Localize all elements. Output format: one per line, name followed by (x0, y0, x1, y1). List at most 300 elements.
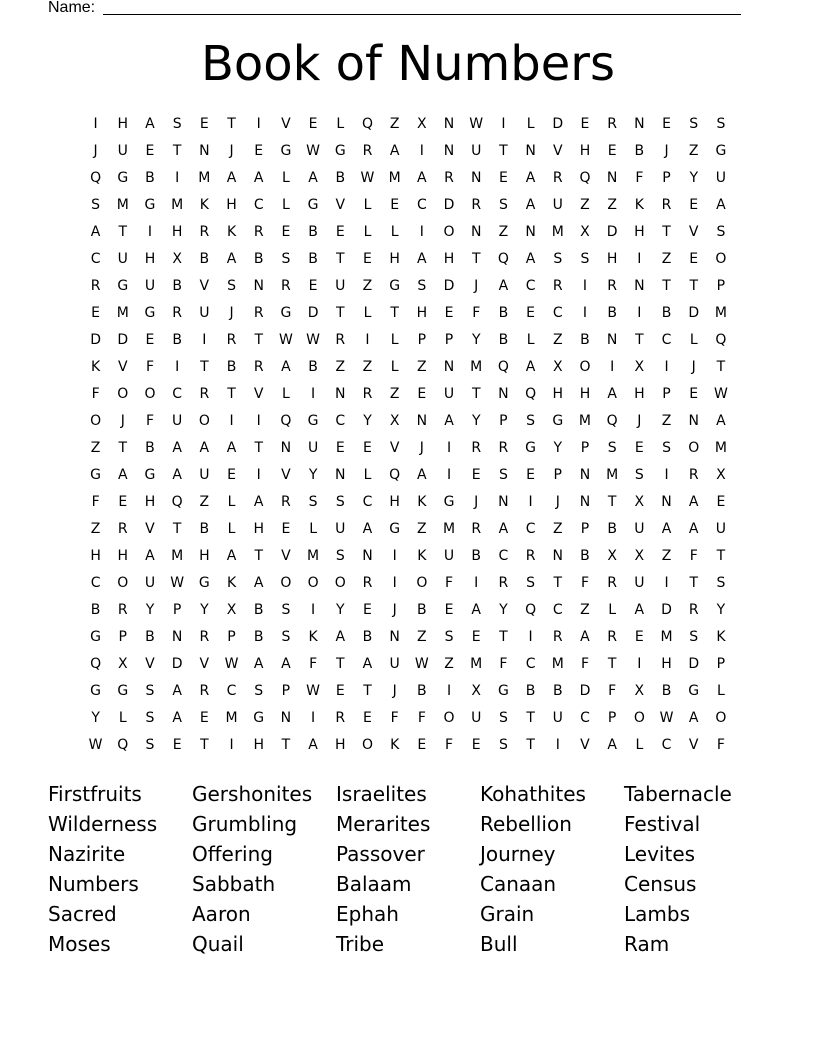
grid-letter[interactable]: T (471, 251, 481, 267)
grid-letter[interactable]: Q (90, 170, 102, 186)
grid-letter[interactable]: R (525, 548, 536, 564)
grid-letter[interactable]: C (335, 413, 346, 429)
grid-letter[interactable]: B (253, 602, 264, 618)
grid-letter[interactable]: R (471, 521, 482, 537)
grid-letter[interactable]: A (607, 386, 617, 402)
grid-letter[interactable]: Q (715, 332, 727, 348)
grid-letter[interactable]: W (713, 386, 728, 402)
grid-letter[interactable]: F (309, 656, 318, 672)
grid-letter[interactable]: A (525, 359, 536, 375)
grid-letter[interactable]: T (254, 332, 263, 348)
grid-letter[interactable]: R (253, 224, 264, 240)
grid-letter[interactable]: S (444, 629, 454, 645)
grid-letter[interactable]: H (171, 224, 183, 240)
grid-letter[interactable]: Z (417, 629, 427, 645)
grid-letter[interactable]: L (118, 710, 127, 726)
grid-letter[interactable]: B (172, 278, 182, 294)
grid-letter[interactable]: S (91, 197, 101, 213)
grid-letter[interactable]: E (308, 278, 318, 294)
grid-letter[interactable]: M (660, 629, 673, 645)
grid-letter[interactable]: O (280, 575, 292, 591)
grid-letter[interactable]: X (716, 467, 726, 483)
grid-letter[interactable]: E (471, 629, 481, 645)
grid-letter[interactable]: Y (499, 602, 508, 618)
grid-letter[interactable]: D (443, 278, 455, 294)
grid-letter[interactable]: E (145, 332, 155, 348)
grid-letter[interactable]: U (199, 305, 210, 321)
grid-letter[interactable]: L (390, 224, 399, 240)
grid-letter[interactable]: J (392, 602, 397, 618)
grid-letter[interactable]: L (282, 197, 290, 213)
grid-letter[interactable]: S (281, 602, 291, 618)
grid-letter[interactable]: O (688, 440, 700, 456)
grid-letter[interactable]: N (280, 710, 292, 726)
grid-letter[interactable]: K (417, 494, 427, 510)
grid-letter[interactable]: T (471, 386, 481, 402)
grid-letter[interactable]: T (254, 440, 263, 456)
grid-letter[interactable]: R (335, 710, 346, 726)
grid-letter[interactable]: T (390, 305, 399, 321)
grid-letter[interactable]: G (117, 683, 129, 699)
grid-letter[interactable]: A (607, 737, 617, 753)
grid-letter[interactable]: K (390, 737, 400, 753)
grid-letter[interactable]: E (335, 224, 345, 240)
grid-letter[interactable]: G (253, 710, 265, 726)
grid-letter[interactable]: V (117, 359, 128, 375)
grid-letter[interactable]: F (580, 575, 589, 591)
grid-letter[interactable]: R (661, 197, 672, 213)
grid-letter[interactable]: H (661, 656, 672, 672)
grid-letter[interactable]: A (253, 170, 264, 186)
grid-letter[interactable]: I (582, 305, 588, 321)
grid-letter[interactable]: X (389, 413, 400, 429)
grid-letter[interactable]: K (91, 359, 101, 375)
grid-letter[interactable]: V (389, 440, 400, 456)
grid-letter[interactable]: E (118, 494, 128, 510)
grid-letter[interactable]: E (444, 305, 454, 321)
grid-letter[interactable]: A (417, 170, 427, 186)
grid-letter[interactable]: S (335, 548, 345, 564)
grid-letter[interactable]: R (552, 278, 563, 294)
grid-letter[interactable]: C (362, 494, 373, 510)
grid-letter[interactable]: I (419, 143, 424, 159)
grid-letter[interactable]: C (661, 737, 672, 753)
grid-letter[interactable]: R (607, 575, 618, 591)
grid-letter[interactable]: C (172, 386, 183, 402)
grid-letter[interactable]: E (199, 710, 209, 726)
grid-letter[interactable]: B (199, 521, 210, 537)
grid-letter[interactable]: B (661, 683, 672, 699)
grid-letter[interactable]: E (662, 116, 671, 132)
grid-letter[interactable]: V (335, 197, 346, 213)
grid-letter[interactable]: Q (389, 467, 401, 483)
grid-letter[interactable]: T (200, 737, 209, 753)
grid-letter[interactable]: L (526, 332, 535, 348)
grid-letter[interactable]: E (145, 143, 155, 159)
grid-letter[interactable]: M (442, 521, 456, 537)
grid-letter[interactable]: E (390, 197, 400, 213)
grid-letter[interactable]: S (498, 737, 508, 753)
grid-letter[interactable]: B (362, 629, 373, 645)
grid-letter[interactable]: M (116, 197, 129, 213)
grid-letter[interactable]: T (172, 143, 182, 159)
grid-letter[interactable]: Z (661, 251, 672, 267)
grid-letter[interactable]: T (227, 116, 236, 132)
grid-letter[interactable]: M (470, 359, 483, 375)
grid-letter[interactable]: R (444, 170, 454, 186)
grid-letter[interactable]: R (281, 278, 291, 294)
grid-letter[interactable]: O (633, 710, 645, 726)
grid-letter[interactable]: L (390, 332, 399, 348)
grid-letter[interactable]: S (498, 467, 508, 483)
grid-letter[interactable]: A (525, 251, 536, 267)
grid-letter[interactable]: R (362, 386, 373, 402)
grid-letter[interactable]: F (689, 548, 698, 564)
grid-letter[interactable]: T (716, 548, 726, 564)
grid-letter[interactable]: T (118, 440, 128, 456)
grid-letter[interactable]: Q (117, 737, 129, 753)
grid-letter[interactable]: A (226, 548, 237, 564)
grid-letter[interactable]: R (199, 386, 210, 402)
grid-letter[interactable]: T (635, 332, 644, 348)
grid-letter[interactable]: V (199, 278, 210, 294)
grid-letter[interactable]: M (714, 305, 727, 321)
grid-letter[interactable]: O (443, 224, 455, 240)
grid-letter[interactable]: C (226, 683, 237, 699)
grid-letter[interactable]: N (525, 143, 536, 159)
grid-letter[interactable]: M (171, 197, 184, 213)
grid-letter[interactable]: A (172, 710, 182, 726)
grid-letter[interactable]: R (172, 305, 183, 321)
grid-letter[interactable]: M (388, 170, 401, 186)
grid-letter[interactable]: R (362, 143, 373, 159)
grid-letter[interactable]: M (307, 548, 320, 564)
grid-letter[interactable]: G (90, 683, 102, 699)
grid-letter[interactable]: H (416, 305, 428, 321)
grid-letter[interactable]: R (552, 170, 563, 186)
grid-letter[interactable]: Z (552, 521, 563, 537)
grid-letter[interactable]: A (308, 737, 318, 753)
grid-letter[interactable]: U (144, 278, 156, 294)
grid-letter[interactable]: E (335, 683, 345, 699)
grid-letter[interactable]: K (199, 197, 209, 213)
grid-letter[interactable]: P (580, 440, 590, 456)
grid-letter[interactable]: Z (444, 656, 454, 672)
grid-letter[interactable]: Z (389, 386, 400, 402)
grid-letter[interactable]: J (419, 440, 424, 456)
grid-letter[interactable]: L (526, 116, 535, 132)
grid-letter[interactable]: I (446, 467, 452, 483)
grid-letter[interactable]: J (555, 494, 560, 510)
grid-letter[interactable]: F (445, 737, 454, 753)
grid-letter[interactable]: L (635, 737, 644, 753)
grid-letter[interactable]: F (472, 305, 481, 321)
grid-letter[interactable]: I (419, 224, 424, 240)
grid-letter[interactable]: Q (90, 656, 102, 672)
grid-letter[interactable]: Q (525, 602, 537, 618)
grid-letter[interactable]: O (117, 575, 129, 591)
grid-letter[interactable]: R (471, 440, 482, 456)
grid-letter[interactable]: A (716, 413, 726, 429)
grid-letter[interactable]: N (389, 629, 400, 645)
grid-letter[interactable]: P (553, 467, 562, 483)
grid-letter[interactable]: P (444, 332, 454, 348)
grid-letter[interactable]: S (417, 278, 427, 294)
grid-letter[interactable]: Z (661, 548, 672, 564)
grid-letter[interactable]: N (470, 224, 482, 240)
grid-letter[interactable]: V (145, 656, 155, 672)
grid-letter[interactable]: I (637, 305, 642, 321)
grid-letter[interactable]: U (199, 467, 210, 483)
grid-letter[interactable]: B (661, 305, 672, 321)
grid-letter[interactable]: Y (91, 710, 100, 726)
grid-letter[interactable]: D (90, 332, 101, 348)
grid-letter[interactable]: N (688, 413, 699, 429)
grid-letter[interactable]: P (172, 602, 182, 618)
grid-letter[interactable]: W (306, 332, 321, 348)
grid-letter[interactable]: A (253, 494, 264, 510)
grid-letter[interactable]: G (144, 197, 156, 213)
grid-letter[interactable]: F (91, 386, 100, 402)
grid-letter[interactable]: T (689, 278, 698, 294)
grid-letter[interactable]: V (552, 143, 563, 159)
grid-letter[interactable]: D (661, 602, 672, 618)
grid-letter[interactable]: C (525, 656, 536, 672)
grid-letter[interactable]: P (716, 656, 726, 672)
grid-letter[interactable]: W (224, 656, 239, 672)
grid-letter[interactable]: E (417, 386, 427, 402)
grid-letter[interactable]: H (253, 737, 264, 753)
grid-letter[interactable]: X (117, 656, 128, 672)
grid-letter[interactable]: L (309, 521, 317, 537)
grid-letter[interactable]: U (117, 143, 128, 159)
grid-letter[interactable]: G (307, 413, 319, 429)
grid-letter[interactable]: O (715, 251, 727, 267)
grid-letter[interactable]: A (226, 251, 237, 267)
grid-letter[interactable]: Y (308, 467, 318, 483)
grid-letter[interactable]: I (256, 413, 261, 429)
grid-letter[interactable]: T (526, 737, 535, 753)
grid-letter[interactable]: E (471, 737, 481, 753)
grid-letter[interactable]: R (498, 575, 509, 591)
grid-letter[interactable]: F (580, 656, 589, 672)
grid-letter[interactable]: R (90, 278, 101, 294)
grid-letter[interactable]: J (637, 413, 642, 429)
grid-letter[interactable]: C (416, 197, 427, 213)
grid-letter[interactable]: Y (471, 413, 481, 429)
grid-letter[interactable]: E (281, 224, 291, 240)
grid-letter[interactable]: C (253, 197, 264, 213)
grid-letter[interactable]: A (226, 170, 237, 186)
grid-letter[interactable]: A (471, 602, 481, 618)
grid-letter[interactable]: C (498, 548, 509, 564)
grid-letter[interactable]: H (634, 386, 645, 402)
grid-letter[interactable]: Q (361, 116, 373, 132)
grid-letter[interactable]: H (579, 386, 591, 402)
grid-letter[interactable]: E (498, 170, 508, 186)
grid-letter[interactable]: Z (417, 521, 427, 537)
grid-letter[interactable]: I (637, 251, 642, 267)
grid-letter[interactable]: U (471, 143, 482, 159)
grid-letter[interactable]: I (474, 575, 479, 591)
grid-letter[interactable]: E (471, 467, 481, 483)
grid-letter[interactable]: H (117, 548, 129, 564)
grid-letter[interactable]: N (171, 629, 183, 645)
grid-letter[interactable]: L (363, 467, 372, 483)
grid-letter[interactable]: L (608, 602, 617, 618)
grid-letter[interactable]: E (363, 710, 372, 726)
grid-letter[interactable]: N (443, 116, 455, 132)
grid-letter[interactable]: S (145, 683, 155, 699)
grid-letter[interactable]: S (227, 278, 236, 294)
grid-letter[interactable]: Q (171, 494, 183, 510)
grid-letter[interactable]: H (606, 251, 618, 267)
grid-letter[interactable]: R (199, 629, 210, 645)
grid-letter[interactable]: E (526, 305, 536, 321)
grid-letter[interactable]: B (172, 332, 182, 348)
grid-letter[interactable]: A (145, 548, 155, 564)
grid-letter[interactable]: X (417, 116, 427, 132)
grid-letter[interactable]: I (664, 359, 669, 375)
grid-letter[interactable]: D (171, 656, 183, 672)
grid-letter[interactable]: U (172, 413, 183, 429)
grid-letter[interactable]: S (281, 251, 291, 267)
grid-letter[interactable]: T (336, 305, 345, 321)
grid-letter[interactable]: Y (689, 170, 698, 186)
grid-letter[interactable]: H (117, 116, 129, 132)
grid-letter[interactable]: V (199, 656, 210, 672)
grid-letter[interactable]: G (198, 575, 210, 591)
grid-letter[interactable]: W (306, 143, 321, 159)
grid-letter[interactable]: V (281, 116, 291, 132)
grid-letter[interactable]: R (199, 224, 210, 240)
grid-letter[interactable]: T (499, 629, 508, 645)
grid-letter[interactable]: Z (607, 197, 617, 213)
grid-letter[interactable]: C (552, 305, 563, 321)
grid-letter[interactable]: U (443, 386, 455, 402)
grid-letter[interactable]: V (145, 521, 155, 537)
grid-letter[interactable]: L (282, 386, 290, 402)
grid-letter[interactable]: C (661, 332, 672, 348)
grid-letter[interactable]: G (117, 278, 129, 294)
grid-letter[interactable]: I (147, 224, 153, 240)
grid-letter[interactable]: Q (606, 413, 618, 429)
grid-letter[interactable]: S (553, 251, 563, 267)
grid-letter[interactable]: L (227, 494, 236, 510)
grid-letter[interactable]: F (716, 737, 725, 753)
grid-letter[interactable]: G (443, 494, 455, 510)
grid-letter[interactable]: S (634, 467, 644, 483)
grid-letter[interactable]: O (307, 575, 319, 591)
grid-letter[interactable]: U (307, 440, 319, 456)
grid-letter[interactable]: F (390, 710, 399, 726)
grid-letter[interactable]: W (414, 656, 429, 672)
grid-letter[interactable]: A (362, 521, 373, 537)
grid-letter[interactable]: A (417, 251, 427, 267)
grid-letter[interactable]: A (308, 170, 318, 186)
grid-letter[interactable]: C (525, 278, 536, 294)
grid-letter[interactable]: G (307, 197, 319, 213)
grid-letter[interactable]: E (172, 737, 182, 753)
grid-letter[interactable]: Z (417, 359, 427, 375)
grid-letter[interactable]: T (499, 143, 508, 159)
grid-letter[interactable]: U (144, 575, 156, 591)
grid-letter[interactable]: S (607, 440, 617, 456)
grid-letter[interactable]: C (580, 710, 590, 726)
grid-letter[interactable]: L (227, 521, 236, 537)
grid-letter[interactable]: H (389, 251, 400, 267)
grid-letter[interactable]: R (117, 602, 128, 618)
grid-letter[interactable]: Y (336, 602, 345, 618)
grid-letter[interactable]: F (417, 710, 426, 726)
grid-letter[interactable]: D (606, 224, 618, 240)
grid-letter[interactable]: E (444, 602, 454, 618)
grid-letter[interactable]: N (525, 224, 536, 240)
grid-letter[interactable]: Q (579, 170, 591, 186)
grid-letter[interactable]: N (199, 143, 210, 159)
grid-letter[interactable]: T (662, 278, 671, 294)
grid-letter[interactable]: P (227, 629, 236, 645)
grid-letter[interactable]: N (335, 467, 346, 483)
grid-letter[interactable]: X (471, 683, 482, 699)
grid-letter[interactable]: M (198, 170, 211, 186)
grid-letter[interactable]: Z (580, 197, 590, 213)
grid-letter[interactable]: G (552, 413, 564, 429)
grid-letter[interactable]: R (117, 521, 128, 537)
grid-letter[interactable]: S (498, 197, 508, 213)
grid-letter[interactable]: B (90, 602, 101, 618)
grid-letter[interactable]: I (365, 332, 370, 348)
grid-letter[interactable]: H (335, 737, 346, 753)
grid-letter[interactable]: B (253, 251, 264, 267)
grid-letter[interactable]: T (607, 494, 617, 510)
grid-letter[interactable]: F (445, 575, 454, 591)
grid-letter[interactable]: N (498, 386, 509, 402)
grid-letter[interactable]: Q (497, 251, 509, 267)
grid-letter[interactable]: A (525, 170, 536, 186)
grid-letter[interactable]: I (664, 575, 669, 591)
grid-letter[interactable]: S (716, 575, 726, 591)
grid-letter[interactable]: A (335, 629, 346, 645)
grid-letter[interactable]: B (634, 143, 645, 159)
grid-letter[interactable]: B (253, 629, 264, 645)
grid-letter[interactable]: N (443, 359, 455, 375)
grid-letter[interactable]: X (172, 251, 182, 267)
grid-letter[interactable]: R (362, 575, 373, 591)
grid-letter[interactable]: W (659, 710, 674, 726)
grid-letter[interactable]: J (120, 413, 125, 429)
grid-letter[interactable]: C (90, 251, 101, 267)
grid-letter[interactable]: Y (363, 413, 372, 429)
grid-letter[interactable]: R (607, 116, 618, 132)
grid-letter[interactable]: N (606, 170, 618, 186)
grid-letter[interactable]: T (336, 251, 345, 267)
grid-letter[interactable]: N (552, 548, 564, 564)
grid-letter[interactable]: U (715, 521, 727, 537)
grid-letter[interactable]: U (471, 710, 482, 726)
grid-letter[interactable]: M (171, 548, 184, 564)
grid-letter[interactable]: O (144, 386, 156, 402)
grid-letter[interactable]: P (716, 278, 726, 294)
grid-letter[interactable]: A (253, 656, 264, 672)
grid-letter[interactable]: Z (362, 359, 373, 375)
grid-letter[interactable]: G (117, 170, 129, 186)
grid-letter[interactable]: P (499, 413, 508, 429)
grid-letter[interactable]: L (717, 683, 725, 699)
grid-letter[interactable]: T (200, 359, 209, 375)
grid-letter[interactable]: I (311, 602, 316, 618)
grid-letter[interactable]: N (606, 332, 618, 348)
